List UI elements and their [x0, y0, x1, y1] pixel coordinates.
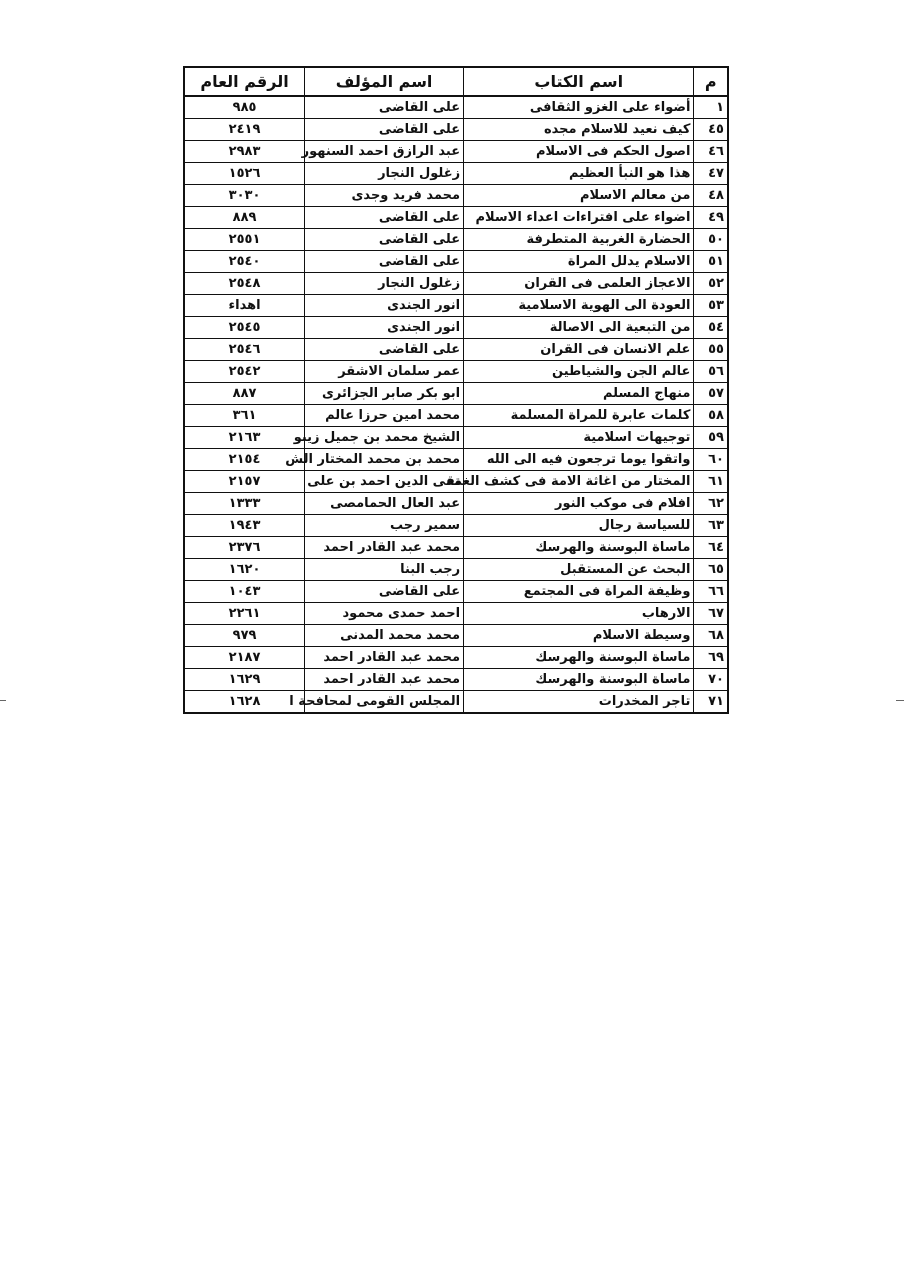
book-title: ماساة البوسنة والهرسك [464, 537, 694, 559]
general-number: ٨٨٩ [184, 207, 305, 229]
table-row [184, 493, 728, 515]
table-row [184, 119, 728, 141]
table-row [184, 207, 728, 229]
book-author: محمد بن محمد المختار الش [305, 449, 464, 471]
table-row [184, 581, 728, 603]
book-title: الاعجاز العلمى فى القران [464, 273, 694, 295]
book-author: محمد محمد المدنى [305, 625, 464, 647]
row-number: ٥١ [694, 251, 728, 273]
book-title: أضواء على الغزو الثقافى [464, 96, 694, 119]
row-number: ٦٠ [694, 449, 728, 471]
book-author: تقى الدين احمد بن على [305, 471, 464, 493]
book-author: عمر سلمان الاشقر [305, 361, 464, 383]
table-body [184, 96, 728, 713]
book-title: الارهاب [464, 603, 694, 625]
table-row [184, 559, 728, 581]
book-title: اضواء على افتراءات اعداء الاسلام [464, 207, 694, 229]
book-title: افلام فى موكب النور [464, 493, 694, 515]
table-row [184, 361, 728, 383]
row-number: ٤٥ [694, 119, 728, 141]
book-title: ماساة البوسنة والهرسك [464, 669, 694, 691]
book-title: اصول الحكم فى الاسلام [464, 141, 694, 163]
row-number: ٥٨ [694, 405, 728, 427]
general-number: ٢٥٥١ [184, 229, 305, 251]
book-title: وسيطة الاسلام [464, 625, 694, 647]
table-row [184, 669, 728, 691]
book-author: على القاضى [305, 96, 464, 119]
book-author: المجلس القومى لمحافحة ا [305, 691, 464, 714]
book-title: عالم الجن والشياطين [464, 361, 694, 383]
book-author: زغلول النجار [305, 163, 464, 185]
book-author: على القاضى [305, 581, 464, 603]
book-author: الشيخ محمد بن جميل زينو [305, 427, 464, 449]
table-row [184, 515, 728, 537]
table-row [184, 647, 728, 669]
row-number: ٧٠ [694, 669, 728, 691]
row-number: ٦٩ [694, 647, 728, 669]
header-title: اسم الكتاب [464, 67, 694, 96]
book-author: على القاضى [305, 229, 464, 251]
table-row [184, 471, 728, 493]
general-number: ١٦٢٨ [184, 691, 305, 714]
book-title: ماساة البوسنة والهرسك [464, 647, 694, 669]
table-row [184, 96, 728, 119]
row-number: ٤٧ [694, 163, 728, 185]
general-number: ٩٨٥ [184, 96, 305, 119]
general-number: ٣٦١ [184, 405, 305, 427]
general-number: ٢٣٧٦ [184, 537, 305, 559]
row-number: ٤٨ [694, 185, 728, 207]
general-number: ٢٢٦١ [184, 603, 305, 625]
book-author: محمد فريد وجدى [305, 185, 464, 207]
book-author: احمد حمدى محمود [305, 603, 464, 625]
book-author: على القاضى [305, 119, 464, 141]
row-number: ٦٣ [694, 515, 728, 537]
row-number: ٤٩ [694, 207, 728, 229]
book-title: واتقوا يوما ترجعون فيه الى الله [464, 449, 694, 471]
books-table-container [183, 66, 729, 714]
table-row [184, 537, 728, 559]
general-number: ٢١٥٤ [184, 449, 305, 471]
general-number: ٢٥٤٢ [184, 361, 305, 383]
general-number: ٩٧٩ [184, 625, 305, 647]
general-number: ٢٥٤٠ [184, 251, 305, 273]
general-number: ١٦٢٩ [184, 669, 305, 691]
book-author: عبد الرازق احمد السنهور [305, 141, 464, 163]
row-number: ٦٥ [694, 559, 728, 581]
book-author: على القاضى [305, 251, 464, 273]
book-title: كلمات عابرة للمراة المسلمة [464, 405, 694, 427]
book-author: ابو بكر صابر الجزائرى [305, 383, 464, 405]
book-author: على القاضى [305, 207, 464, 229]
general-number: ١٥٢٦ [184, 163, 305, 185]
table-row [184, 141, 728, 163]
book-author: انور الجندى [305, 317, 464, 339]
scan-edge-mark-right [896, 700, 904, 701]
table-row [184, 229, 728, 251]
header-row [184, 67, 728, 96]
table-row [184, 273, 728, 295]
row-number: ٧١ [694, 691, 728, 714]
table-row [184, 691, 728, 714]
book-title: هذا هو النبأ العظيم [464, 163, 694, 185]
table-header [184, 67, 728, 96]
book-title: الحضارة الغربية المتطرفة [464, 229, 694, 251]
book-author: سمير رجب [305, 515, 464, 537]
book-author: عبد العال الحمامصى [305, 493, 464, 515]
book-title: وظيفة المراة فى المجتمع [464, 581, 694, 603]
book-author: محمد عبد القادر احمد [305, 669, 464, 691]
book-title: كيف نعيد للاسلام مجده [464, 119, 694, 141]
table-row [184, 625, 728, 647]
book-author: على القاضى [305, 339, 464, 361]
book-author: انور الجندى [305, 295, 464, 317]
general-number: ٢٩٨٣ [184, 141, 305, 163]
row-number: ٦٧ [694, 603, 728, 625]
general-number: ٢٥٤٥ [184, 317, 305, 339]
general-number: اهداء [184, 295, 305, 317]
header-num: م [694, 67, 728, 96]
row-number: ٤٦ [694, 141, 728, 163]
general-number: ٢٥٤٦ [184, 339, 305, 361]
table-row [184, 295, 728, 317]
book-title: البحث عن المستقبل [464, 559, 694, 581]
header-author: اسم المؤلف [305, 67, 464, 96]
book-author: زغلول النجار [305, 273, 464, 295]
table-row [184, 405, 728, 427]
row-number: ٦٢ [694, 493, 728, 515]
book-title: العودة الى الهوية الاسلامية [464, 295, 694, 317]
table-row [184, 383, 728, 405]
book-title: من معالم الاسلام [464, 185, 694, 207]
row-number: ٥٩ [694, 427, 728, 449]
general-number: ١٦٢٠ [184, 559, 305, 581]
book-author: محمد عبد القادر احمد [305, 537, 464, 559]
book-author: رجب البنا [305, 559, 464, 581]
row-number: ٦٤ [694, 537, 728, 559]
book-title: المختار من اغاثة الامة فى كشف الغمة [464, 471, 694, 493]
general-number: ١٣٣٣ [184, 493, 305, 515]
table-row [184, 317, 728, 339]
row-number: ٥٥ [694, 339, 728, 361]
general-number: ٢٥٤٨ [184, 273, 305, 295]
general-number: ٨٨٧ [184, 383, 305, 405]
header-general-number: الرقم العام [184, 67, 305, 96]
scan-edge-mark-left [0, 700, 6, 701]
general-number: ٣٠٣٠ [184, 185, 305, 207]
table-row [184, 185, 728, 207]
book-title: من التبعية الى الاصالة [464, 317, 694, 339]
book-author: محمد امين حرزا عالم [305, 405, 464, 427]
row-number: ٦٨ [694, 625, 728, 647]
book-author: محمد عبد القادر احمد [305, 647, 464, 669]
general-number: ٢٤١٩ [184, 119, 305, 141]
books-table [183, 66, 729, 714]
general-number: ١٩٤٣ [184, 515, 305, 537]
row-number: ٦١ [694, 471, 728, 493]
book-title: للسياسة رجال [464, 515, 694, 537]
row-number: ٦٦ [694, 581, 728, 603]
table-row [184, 251, 728, 273]
book-title: علم الانسان فى القران [464, 339, 694, 361]
table-row [184, 339, 728, 361]
general-number: ٢١٨٧ [184, 647, 305, 669]
general-number: ٢١٥٧ [184, 471, 305, 493]
book-title: توجيهات اسلامية [464, 427, 694, 449]
general-number: ٢١٦٣ [184, 427, 305, 449]
table-row [184, 603, 728, 625]
row-number: ٥٢ [694, 273, 728, 295]
row-number: ٥٤ [694, 317, 728, 339]
book-title: منهاج المسلم [464, 383, 694, 405]
row-number: ٥٠ [694, 229, 728, 251]
book-title: الاسلام يدلل المراة [464, 251, 694, 273]
table-row [184, 427, 728, 449]
row-number: ٥٦ [694, 361, 728, 383]
book-title: تاجر المخدرات [464, 691, 694, 714]
general-number: ١٠٤٣ [184, 581, 305, 603]
table-row [184, 163, 728, 185]
row-number: ١ [694, 96, 728, 119]
table-row [184, 449, 728, 471]
row-number: ٥٧ [694, 383, 728, 405]
row-number: ٥٣ [694, 295, 728, 317]
